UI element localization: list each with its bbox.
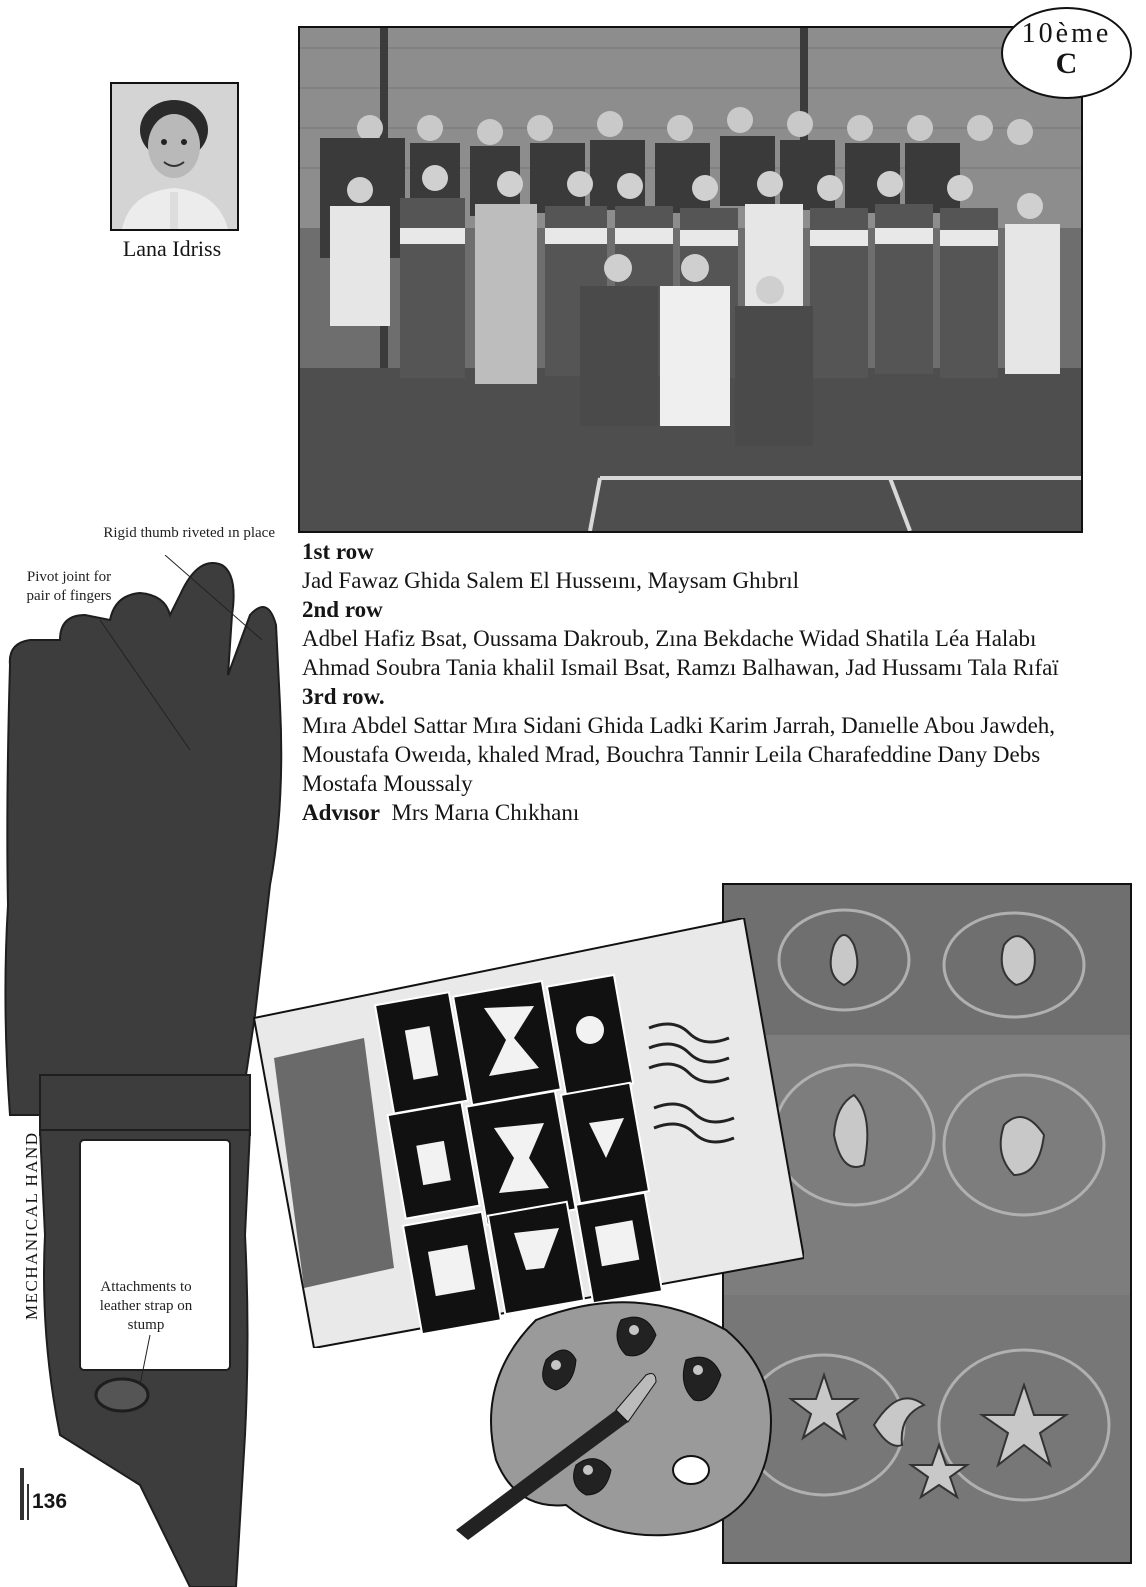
advisor-name: Mrs Marıa Chıkhanı bbox=[391, 800, 580, 825]
portrait-caption: Lana Idriss bbox=[122, 236, 222, 261]
row-2-heading: 2nd row bbox=[302, 597, 383, 622]
attachment-note: Attachments to leather strap on stump bbox=[99, 1279, 193, 1333]
mechanical-hand-illustration bbox=[0, 555, 285, 1587]
class-name: 10ème bbox=[1021, 18, 1112, 49]
row-1-heading: 1st row bbox=[302, 539, 374, 564]
thumb-note: Rigid thumb riveted ın place bbox=[103, 525, 275, 541]
paper-cut-art-photo bbox=[244, 918, 804, 1348]
portrait-photo bbox=[110, 82, 239, 231]
advisor-label: Advısor bbox=[302, 800, 380, 825]
mechanical-hand-title: MECHANICAL HAND bbox=[22, 1131, 41, 1320]
paint-palette-illustration bbox=[456, 1290, 786, 1540]
row-1-names: Jad Fawaz Ghida Salem El Husseını, Maysam Ghıbrıl bbox=[302, 568, 799, 593]
folio-bar bbox=[20, 1468, 24, 1520]
row-2-names: Adbel Hafiz Bsat, Oussama Dakroub, Zına Bekdache Widad Shatila Léa Halabı Ahmad Soubra Tania khalil Ismail Bsat, Ramzı Balhawan, Jad Hussamı Tala Rıfaï bbox=[302, 626, 1059, 680]
folio-bar-thin bbox=[27, 1484, 29, 1520]
class-group-photo bbox=[298, 26, 1083, 533]
row-3-names: Mıra Abdel Sattar Mıra Sidani Ghida Ladki Karim Jarrah, Danıelle Abou Jawdeh, Moustafa Oweıda, khaled Mrad, Bouchra Tannir Leila Charafeddine Dany Debs Mostafa Moussaly bbox=[302, 713, 1056, 796]
class-badge bbox=[1001, 7, 1132, 99]
page-number: 136 bbox=[32, 1490, 68, 1513]
class-section: C bbox=[1055, 47, 1078, 80]
pivot-note: Pivot joint for pair of fingers bbox=[26, 569, 112, 604]
row-3-heading: 3rd row. bbox=[302, 684, 385, 709]
advisor-line bbox=[302, 798, 1102, 827]
photo-caption bbox=[302, 537, 1102, 827]
